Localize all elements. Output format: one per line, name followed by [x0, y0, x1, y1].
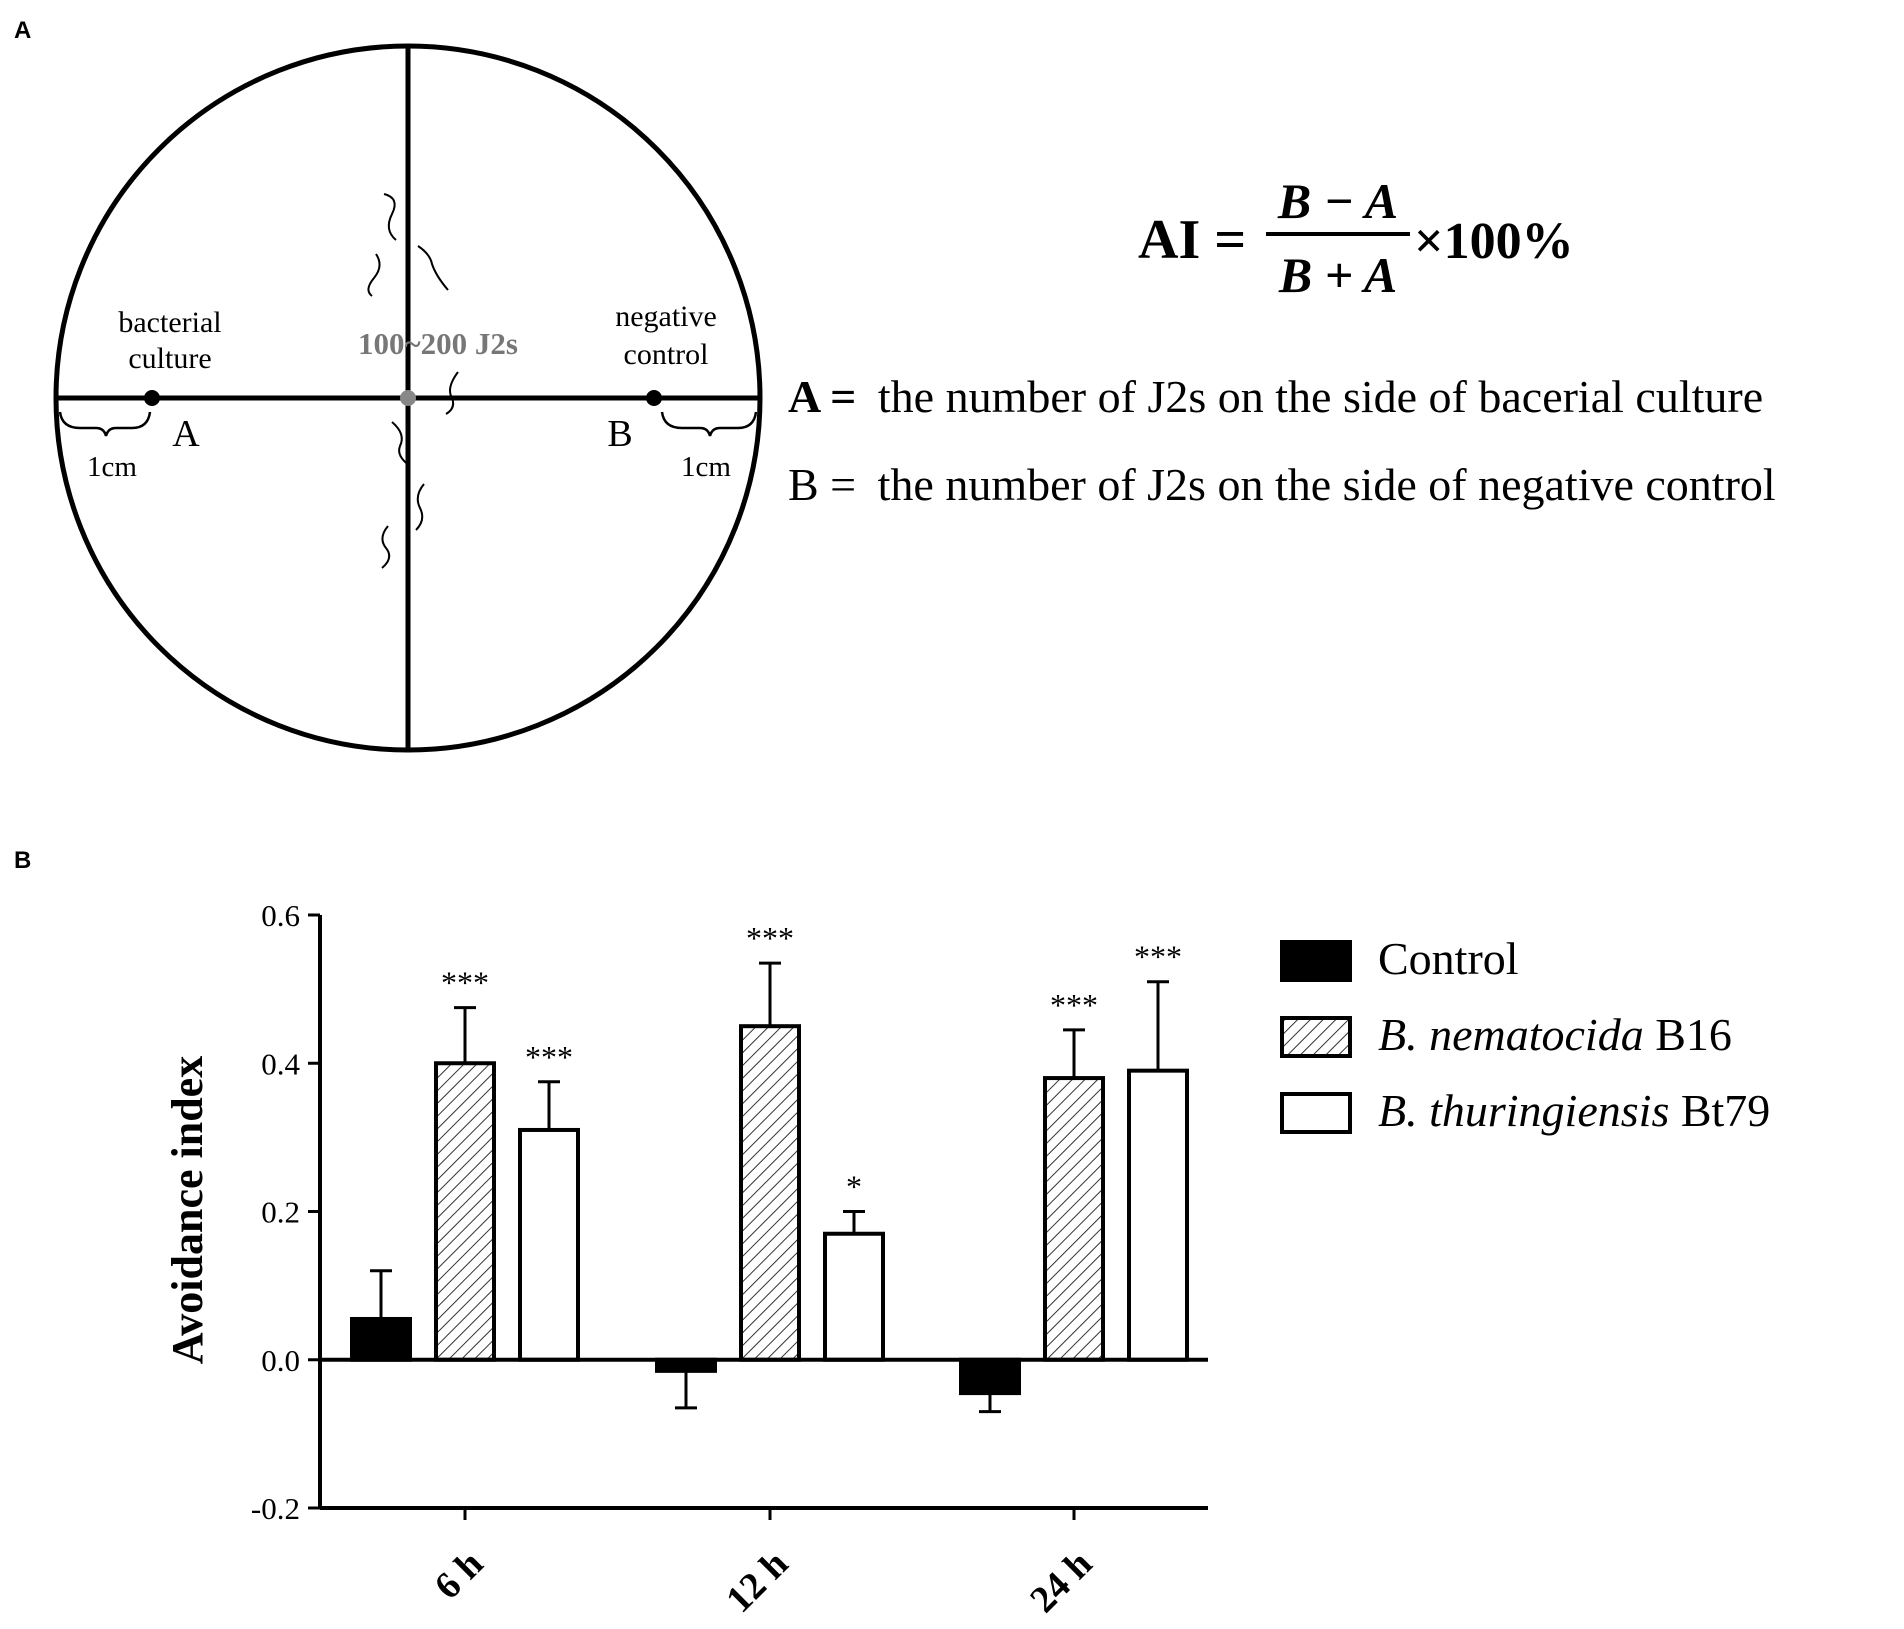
definition-a-text: the number of J2s on the side of bacerial culture [877, 371, 1764, 422]
right-label-line2: control [623, 338, 709, 371]
legend-swatch [1282, 1094, 1350, 1132]
definition-a [788, 371, 1763, 422]
significance-label: *** [441, 964, 489, 1001]
legend-swatch [1282, 942, 1350, 980]
bar [825, 1234, 883, 1360]
y-tick-label: 0.0 [261, 1342, 300, 1378]
x-tick-label: 24 h [1022, 1542, 1101, 1621]
right-brace [662, 412, 756, 436]
y-axis-label: Avoidance index [163, 1055, 212, 1365]
definition-b [788, 459, 1776, 510]
center-dot [400, 390, 416, 406]
definition-b-text: the number of J2s on the side of negative control [877, 459, 1776, 510]
left-label-line1: bacterial [118, 306, 222, 339]
left-label-line2: culture [128, 342, 212, 375]
avoidance-bar-chart [163, 898, 1770, 1621]
x-tick-label: 12 h [718, 1542, 797, 1621]
y-tick-label: 0.6 [261, 898, 300, 933]
bar [961, 1360, 1019, 1393]
definition-a-key: A = [788, 371, 857, 422]
formula-denominator: B + A [1278, 247, 1398, 303]
arena-diagram [56, 46, 760, 750]
center-label: 100~200 J2s [358, 326, 518, 361]
y-tick-label: 0.2 [261, 1194, 300, 1230]
panel-b-label: B [14, 847, 32, 874]
point-b-label: B [607, 413, 633, 455]
legend-label: B. nematocida B16 [1378, 1009, 1732, 1060]
formula-numerator: B − A [1277, 173, 1399, 229]
left-distance-label: 1cm [87, 451, 137, 483]
y-tick-label: 0.4 [261, 1046, 300, 1082]
left-brace [60, 412, 150, 436]
bar [436, 1063, 494, 1360]
point-a-dot [144, 390, 160, 406]
significance-label: *** [525, 1038, 573, 1075]
significance-label: * [846, 1168, 862, 1205]
nematode-squiggles [368, 194, 458, 568]
formula-lhs: AI = [1138, 209, 1247, 271]
bar [741, 1026, 799, 1360]
avoidance-index-formula [788, 173, 1776, 510]
point-a-label: A [172, 413, 200, 455]
significance-label: *** [1134, 938, 1182, 975]
definition-b-key: B = [788, 459, 857, 510]
point-b-dot [646, 390, 662, 406]
formula-multiplier: ×100% [1414, 213, 1574, 270]
significance-label: *** [746, 920, 794, 957]
legend-label: B. thuringiensis Bt79 [1378, 1085, 1771, 1136]
y-tick-label: -0.2 [250, 1491, 300, 1526]
bar [1045, 1078, 1103, 1360]
legend [1282, 933, 1770, 1136]
bar [1129, 1071, 1187, 1360]
legend-label: Control [1378, 933, 1519, 984]
right-label-line1: negative [615, 300, 717, 333]
right-distance-label: 1cm [681, 451, 731, 483]
legend-swatch [1282, 1018, 1350, 1056]
bar [520, 1130, 578, 1360]
panel-a-label: A [14, 17, 32, 44]
bar [352, 1319, 410, 1360]
x-tick-label: 6 h [426, 1542, 492, 1608]
significance-label: *** [1050, 986, 1098, 1023]
